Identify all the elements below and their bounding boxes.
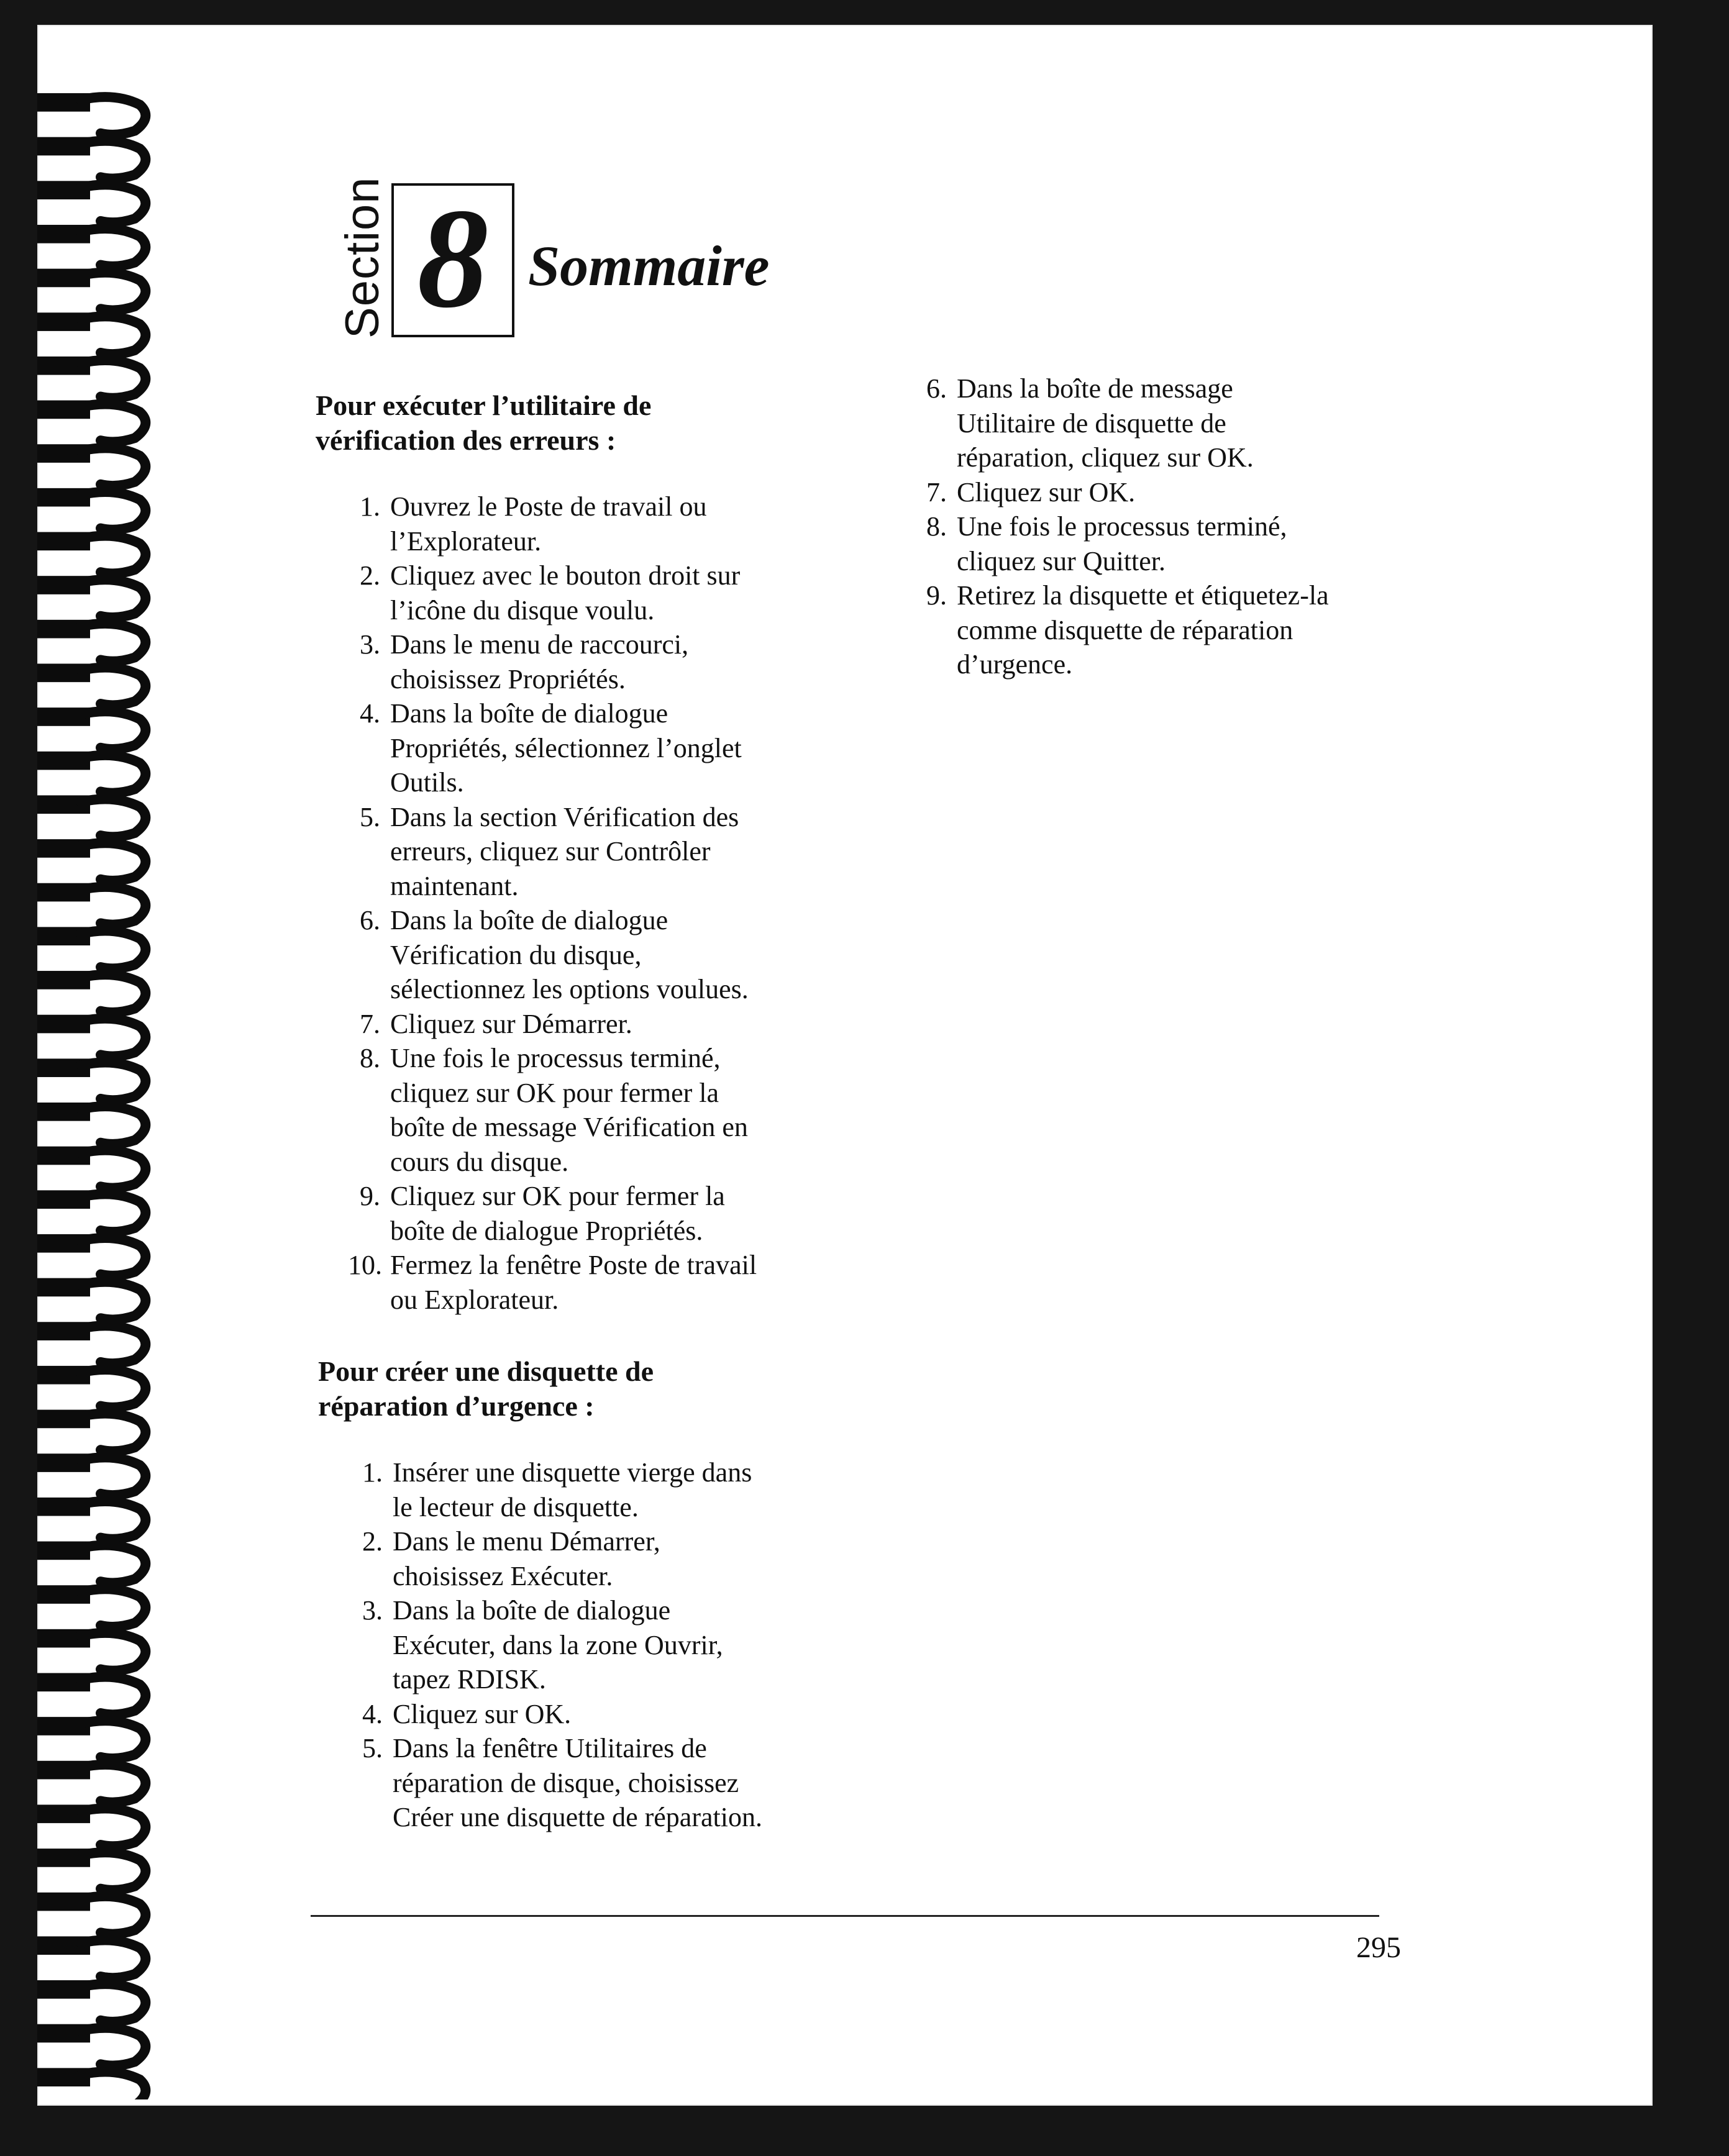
binding-coil (37, 839, 145, 881)
list-item (348, 558, 757, 627)
step-text-line: Dans la boîte de dialogue (390, 905, 668, 935)
step-number: 8. (360, 1043, 380, 1073)
list-item (348, 489, 757, 558)
step-text-line: tapez RDISK. (393, 1664, 546, 1694)
step-text-line: Cliquez sur Démarrer. (390, 1008, 632, 1039)
step-number: 10. (348, 1250, 382, 1280)
step-text-line: Cliquez sur OK pour fermer la (390, 1181, 725, 1211)
binding-coil (37, 1936, 145, 1978)
binding-coil (37, 93, 145, 135)
step-number: 2. (360, 560, 380, 591)
binding-coil (37, 1585, 145, 1627)
binding-coil (37, 752, 145, 793)
step-text-line: le lecteur de disquette. (393, 1491, 639, 1522)
step-number: 5. (360, 801, 380, 832)
binding-coil (37, 1103, 145, 1144)
list-item (915, 509, 1329, 578)
step-text-line: Insérer une disquette vierge dans (393, 1457, 752, 1488)
document-page (37, 25, 1653, 2106)
step-text-line: l’icône du disque voulu. (390, 594, 655, 625)
binding-coil (37, 1849, 145, 1890)
list-item (915, 578, 1329, 682)
step-text-line: réparation de disque, choisissez (393, 1767, 739, 1798)
binding-coil (37, 1366, 145, 1408)
step-number: 3. (362, 1595, 383, 1626)
binding-coil (37, 312, 145, 354)
step-text-line: Propriétés, sélectionnez l’onglet (390, 732, 742, 763)
step-text-line: Vérification du disque, (390, 939, 642, 970)
binding-coil (37, 181, 145, 222)
step-text-line: Une fois le processus terminé, (957, 511, 1287, 542)
binding-coil (37, 1629, 145, 1671)
step-number: 9. (360, 1181, 380, 1211)
binding-coil (37, 1190, 145, 1232)
heading-emergency-disk (318, 1354, 654, 1424)
footer-rule (311, 1915, 1379, 1917)
binding-coil (37, 532, 145, 574)
list-item (350, 1455, 762, 1524)
step-number: 4. (360, 698, 380, 729)
list-item (348, 1179, 757, 1248)
step-text-line: l’Explorateur. (390, 525, 542, 557)
step-number: 6. (360, 905, 380, 935)
step-text-line: Cliquez avec le bouton droit sur (390, 560, 741, 591)
binding-coil (37, 269, 145, 311)
list-item (348, 696, 757, 800)
list-item (348, 1248, 757, 1317)
step-text-line: cours du disque. (390, 1146, 569, 1177)
list-item (915, 371, 1329, 475)
step-text-line: choisissez Propriétés. (390, 663, 626, 694)
binding-coil (37, 1717, 145, 1758)
list-item (915, 475, 1329, 510)
step-text-line: Dans la boîte de message (957, 373, 1233, 404)
list-item (350, 1524, 762, 1593)
heading-check-errors (316, 388, 651, 458)
binding-coil (37, 1498, 145, 1539)
step-text-line: boîte de dialogue Propriétés. (390, 1215, 703, 1246)
section-title: Sommaire (528, 234, 770, 298)
list-item (350, 1697, 762, 1732)
section-number: 8 (417, 179, 489, 337)
step-text-line: Retirez la disquette et étiquetez-la (957, 580, 1329, 611)
binding-coil (37, 663, 145, 705)
step-text-line: sélectionnez les options voulues. (390, 974, 749, 1004)
binding-coil (37, 883, 145, 925)
binding-coil (37, 795, 145, 837)
step-text-line: Créer une disquette de réparation. (393, 1802, 762, 1832)
binding-coil (37, 1278, 145, 1320)
binding-coil (37, 1804, 145, 1846)
binding-coil (37, 620, 145, 662)
binding-coil (37, 1058, 145, 1100)
step-number: 2. (362, 1526, 383, 1557)
heading-line: Pour exécuter l’utilitaire de (316, 389, 652, 421)
step-number: 3. (360, 629, 380, 660)
binding-coil (37, 2068, 145, 2099)
heading-line: Pour créer une disquette de (318, 1355, 654, 1387)
step-text-line: Fermez la fenêtre Poste de travail (390, 1250, 757, 1280)
binding-coil (37, 1761, 145, 1803)
list-item (350, 1593, 762, 1697)
step-text-line: Ouvrez le Poste de travail ou (390, 491, 707, 522)
steps-emergency-disk (350, 1455, 762, 1835)
step-text-line: d’urgence. (957, 649, 1073, 680)
list-item (350, 1731, 762, 1835)
binding-coil (37, 2024, 145, 2066)
step-number: 1. (360, 491, 380, 522)
binding-coil (37, 1322, 145, 1363)
binding-coil (37, 1015, 145, 1057)
step-text-line: maintenant. (390, 870, 519, 901)
step-text-line: Cliquez sur OK. (957, 476, 1136, 507)
list-item (348, 903, 757, 1007)
step-text-line: Dans la fenêtre Utilitaires de (393, 1733, 707, 1763)
list-item (348, 627, 757, 696)
step-text-line: Exécuter, dans la zone Ouvrir, (393, 1629, 723, 1660)
step-text-line: Une fois le processus terminé, (390, 1043, 721, 1073)
step-text-line: Outils. (390, 767, 464, 798)
step-number: 1. (362, 1457, 383, 1488)
step-text-line: Cliquez sur OK. (393, 1698, 572, 1729)
heading-line: vérification des erreurs : (316, 424, 616, 456)
binding-coil (37, 1542, 145, 1583)
binding-coil (37, 357, 145, 398)
binding-coil (37, 1453, 145, 1495)
binding-coil (37, 488, 145, 530)
step-number: 6. (926, 373, 947, 404)
binding-coil (37, 1893, 145, 1934)
step-text-line: Dans le menu Démarrer, (393, 1526, 660, 1557)
step-text-line: Dans la section Vérification des (390, 801, 739, 832)
step-text-line: réparation, cliquez sur OK. (957, 442, 1254, 473)
step-text-line: Dans la boîte de dialogue (390, 698, 668, 729)
binding-coil (37, 1147, 145, 1188)
list-item (348, 800, 757, 904)
section-label-text: Section (336, 176, 389, 339)
step-text-line: boîte de message Vérification en (390, 1112, 748, 1142)
step-text-line: Dans la boîte de dialogue (393, 1595, 671, 1626)
steps-continued (915, 371, 1329, 682)
step-number: 9. (926, 580, 947, 611)
step-text-line: choisissez Exécuter. (393, 1560, 613, 1591)
step-number: 4. (362, 1698, 383, 1729)
step-text-line: cliquez sur Quitter. (957, 545, 1166, 576)
heading-line: réparation d’urgence : (318, 1390, 595, 1422)
binding-coil (37, 225, 145, 266)
binding-coil (37, 401, 145, 442)
binding-coil (37, 137, 145, 179)
step-number: 5. (362, 1733, 383, 1763)
step-text-line: ou Explorateur. (390, 1284, 559, 1315)
binding-coil (37, 707, 145, 749)
step-text-line: cliquez sur OK pour fermer la (390, 1077, 719, 1108)
spiral-binding (37, 81, 155, 2099)
binding-coil (37, 1980, 145, 2022)
binding-coil (37, 927, 145, 968)
step-text-line: Dans le menu de raccourci, (390, 629, 689, 660)
step-number: 8. (926, 511, 947, 542)
binding-coil (37, 576, 145, 617)
step-text-line: Utilitaire de disquette de (957, 407, 1226, 439)
step-number: 7. (360, 1008, 380, 1039)
binding-coil (37, 971, 145, 1012)
binding-coil (37, 1234, 145, 1276)
step-text-line: erreurs, cliquez sur Contrôler (390, 836, 711, 866)
page-number: 295 (1356, 1931, 1401, 1964)
binding-coil (37, 1410, 145, 1452)
step-text-line: comme disquette de réparation (957, 614, 1293, 645)
steps-check-errors (348, 489, 757, 1317)
binding-coil (37, 1673, 145, 1714)
step-number: 7. (926, 476, 947, 507)
section-number-box (391, 179, 514, 337)
list-item (348, 1007, 757, 1042)
binding-coil (37, 444, 145, 486)
list-item (348, 1041, 757, 1179)
